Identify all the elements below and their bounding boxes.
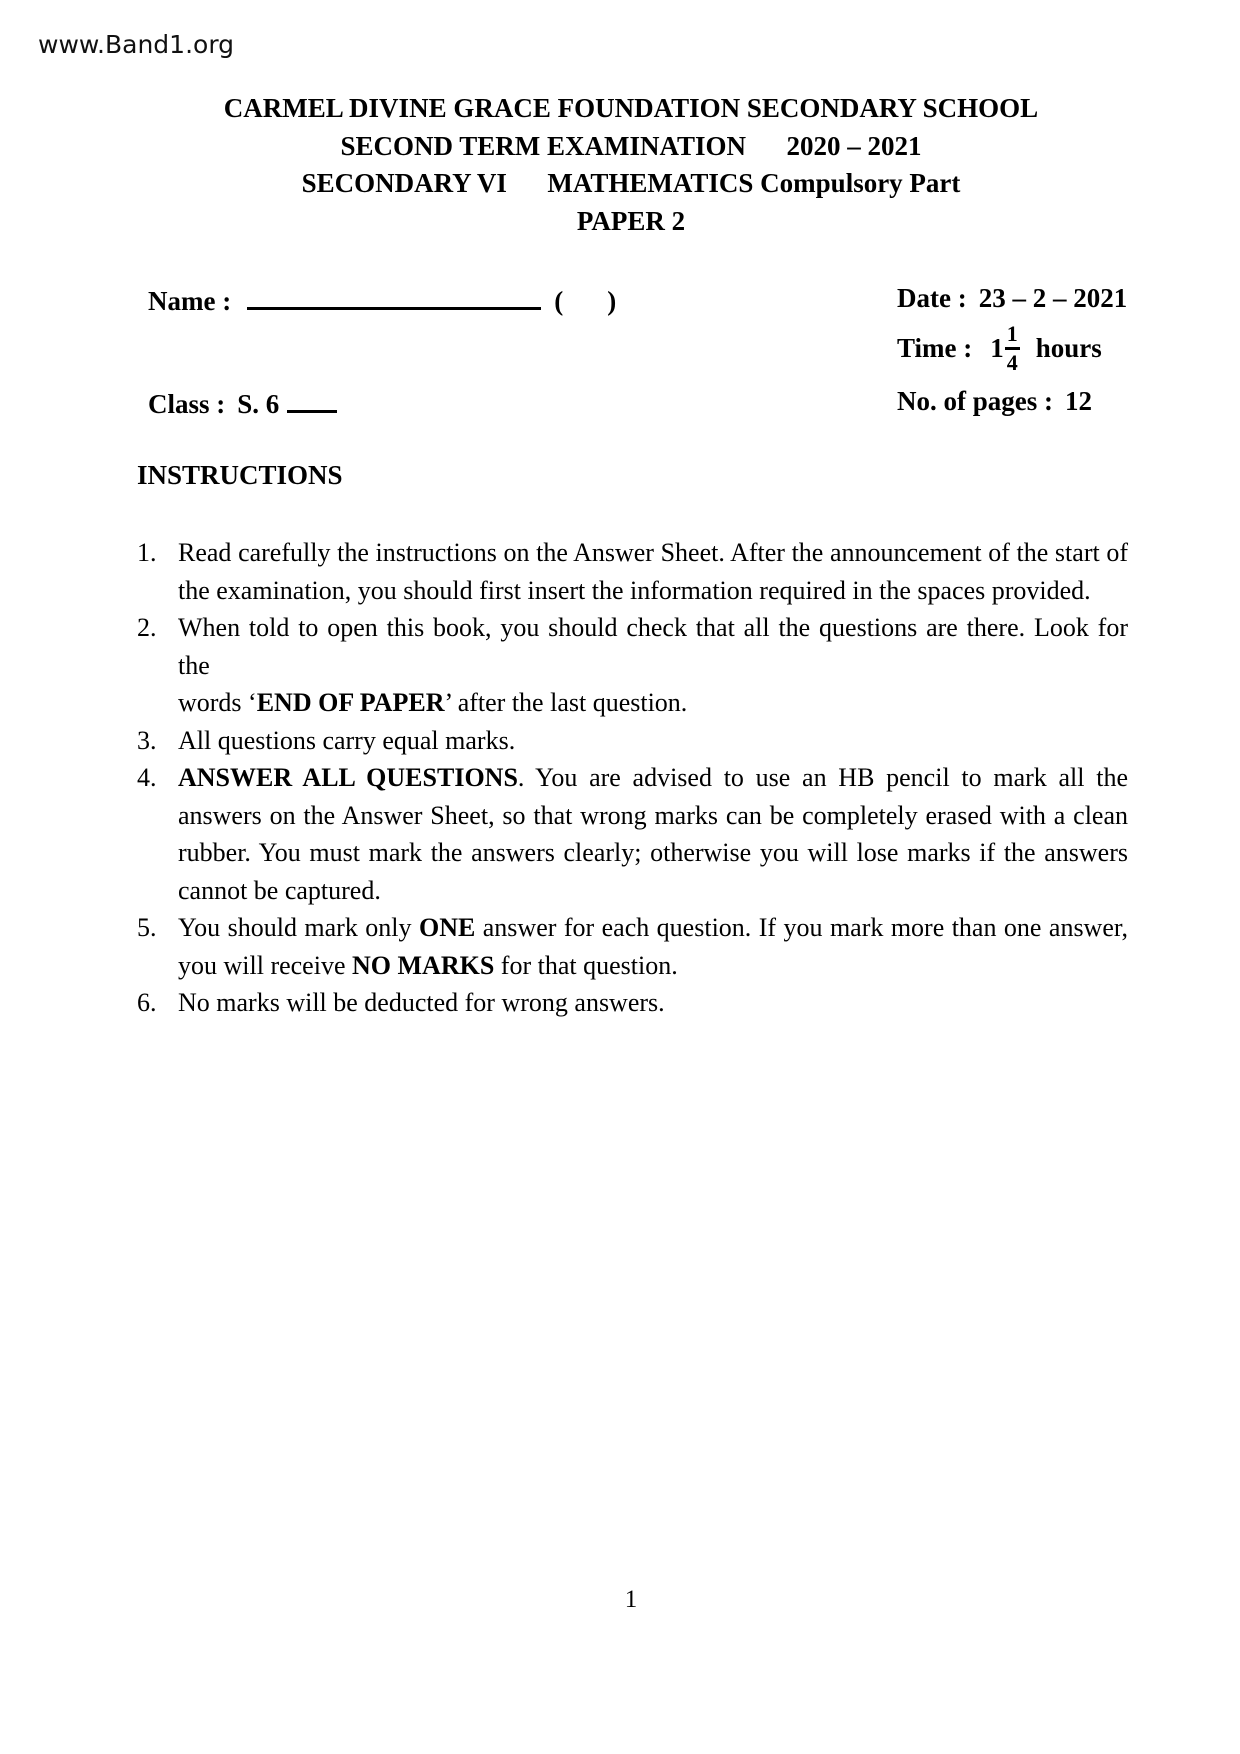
body-text: . You are advised to use an HB pencil to mark all the — [517, 763, 1128, 792]
time-whole-number: 1 — [990, 332, 1004, 363]
body-text: No marks will be deducted for wrong answers. — [178, 988, 665, 1017]
fraction-numerator: 1 — [1006, 320, 1018, 346]
name-row — [148, 283, 616, 317]
instruction-line — [178, 609, 1128, 684]
page-number: 1 — [624, 1586, 638, 1613]
instruction-item — [137, 609, 1128, 722]
date-row — [897, 283, 1127, 314]
body-text: the examination, you should first insert the information required in the spaces provided. — [178, 575, 1091, 605]
pages-row — [897, 386, 1092, 417]
emphasized-text: END OF PAPER — [256, 688, 445, 717]
time-value — [990, 320, 1102, 375]
instruction-item — [137, 909, 1128, 984]
date-label: Date : — [897, 283, 967, 313]
instruction-number: 2. — [137, 613, 157, 642]
class-label: Class : — [148, 389, 226, 419]
instruction-line — [178, 984, 1128, 1022]
instruction-line — [178, 909, 1128, 947]
instruction-line — [178, 834, 1128, 872]
body-text: You should mark only — [178, 913, 419, 942]
instruction-text — [178, 909, 1128, 984]
body-text: Read carefully the instructions on the Answer Sheet. After the announcement of the start of — [178, 538, 1128, 567]
instruction-text — [178, 722, 1128, 760]
body-text: answer for each question. If you mark more than one answer, — [475, 913, 1128, 942]
class-number-paren-open: ( — [554, 286, 564, 316]
instruction-text — [178, 759, 1128, 909]
instruction-line — [178, 534, 1128, 572]
instruction-line — [178, 684, 1128, 722]
body-text: answers on the Answer Sheet, so that wrong marks can be completely erased with a clean — [178, 800, 1128, 830]
class-blank-field — [287, 386, 337, 413]
school-name: CARMEL DIVINE GRACE FOUNDATION SECONDARY SCHOOL — [223, 93, 1039, 123]
body-text: words ‘ — [178, 688, 257, 717]
instruction-text — [178, 534, 1128, 609]
instruction-number: 3. — [137, 725, 157, 755]
date-value: 23 – 2 – 2021 — [978, 283, 1128, 313]
instruction-number: 4. — [137, 763, 157, 792]
pages-value: 12 — [1065, 386, 1092, 416]
instruction-item — [137, 984, 1128, 1022]
exam-term-line: SECOND TERM EXAMINATION 2020 – 2021 — [340, 130, 922, 161]
instructions-list — [137, 534, 1128, 1022]
body-text: ’ after the last question. — [444, 688, 688, 717]
instructions-heading: INSTRUCTIONS — [137, 460, 343, 490]
emphasized-text: NO MARKS — [352, 950, 495, 980]
pages-label: No. of pages : — [897, 386, 1053, 416]
class-value: S. 6 — [237, 389, 280, 419]
class-row — [148, 386, 337, 420]
time-unit: hours — [1035, 332, 1102, 363]
instruction-item — [137, 722, 1128, 760]
body-text: for that question. — [494, 950, 678, 980]
instruction-item — [137, 759, 1128, 909]
instruction-line — [178, 572, 1128, 610]
time-label: Time : — [897, 332, 973, 363]
instruction-line — [178, 722, 1128, 760]
body-text: cannot be captured. — [178, 875, 381, 905]
paper-number-line: PAPER 2 — [576, 205, 686, 236]
emphasized-text: ANSWER ALL QUESTIONS — [178, 763, 518, 792]
subject-line: SECONDARY VI MATHEMATICS Compulsory Part — [301, 168, 961, 198]
instruction-text — [178, 984, 1128, 1022]
instruction-text — [178, 609, 1128, 722]
time-fraction — [1005, 320, 1020, 375]
instruction-line — [178, 759, 1128, 797]
instruction-number: 5. — [137, 913, 157, 942]
watermark-text: www.Band1.org — [38, 30, 235, 59]
body-text: you will receive — [178, 950, 352, 980]
name-blank-field — [247, 283, 541, 310]
time-row — [897, 318, 1102, 378]
name-label: Name : — [148, 286, 232, 316]
emphasized-text: ONE — [418, 913, 476, 942]
instruction-line — [178, 947, 1128, 985]
paper-title-block — [137, 90, 1125, 240]
instruction-item — [137, 534, 1128, 609]
instruction-number: 1. — [137, 538, 157, 567]
instruction-line — [178, 872, 1128, 910]
instruction-line — [178, 797, 1128, 835]
body-text: When told to open this book, you should check that all the questions are there. Look for the — [178, 613, 1128, 680]
body-text: All questions carry equal marks. — [178, 725, 516, 755]
instruction-number: 6. — [137, 988, 157, 1017]
body-text: rubber. You must mark the answers clearly; otherwise you will lose marks if the answers — [178, 838, 1128, 867]
class-number-paren-close: ) — [607, 286, 617, 316]
fraction-denominator: 4 — [1006, 349, 1018, 375]
